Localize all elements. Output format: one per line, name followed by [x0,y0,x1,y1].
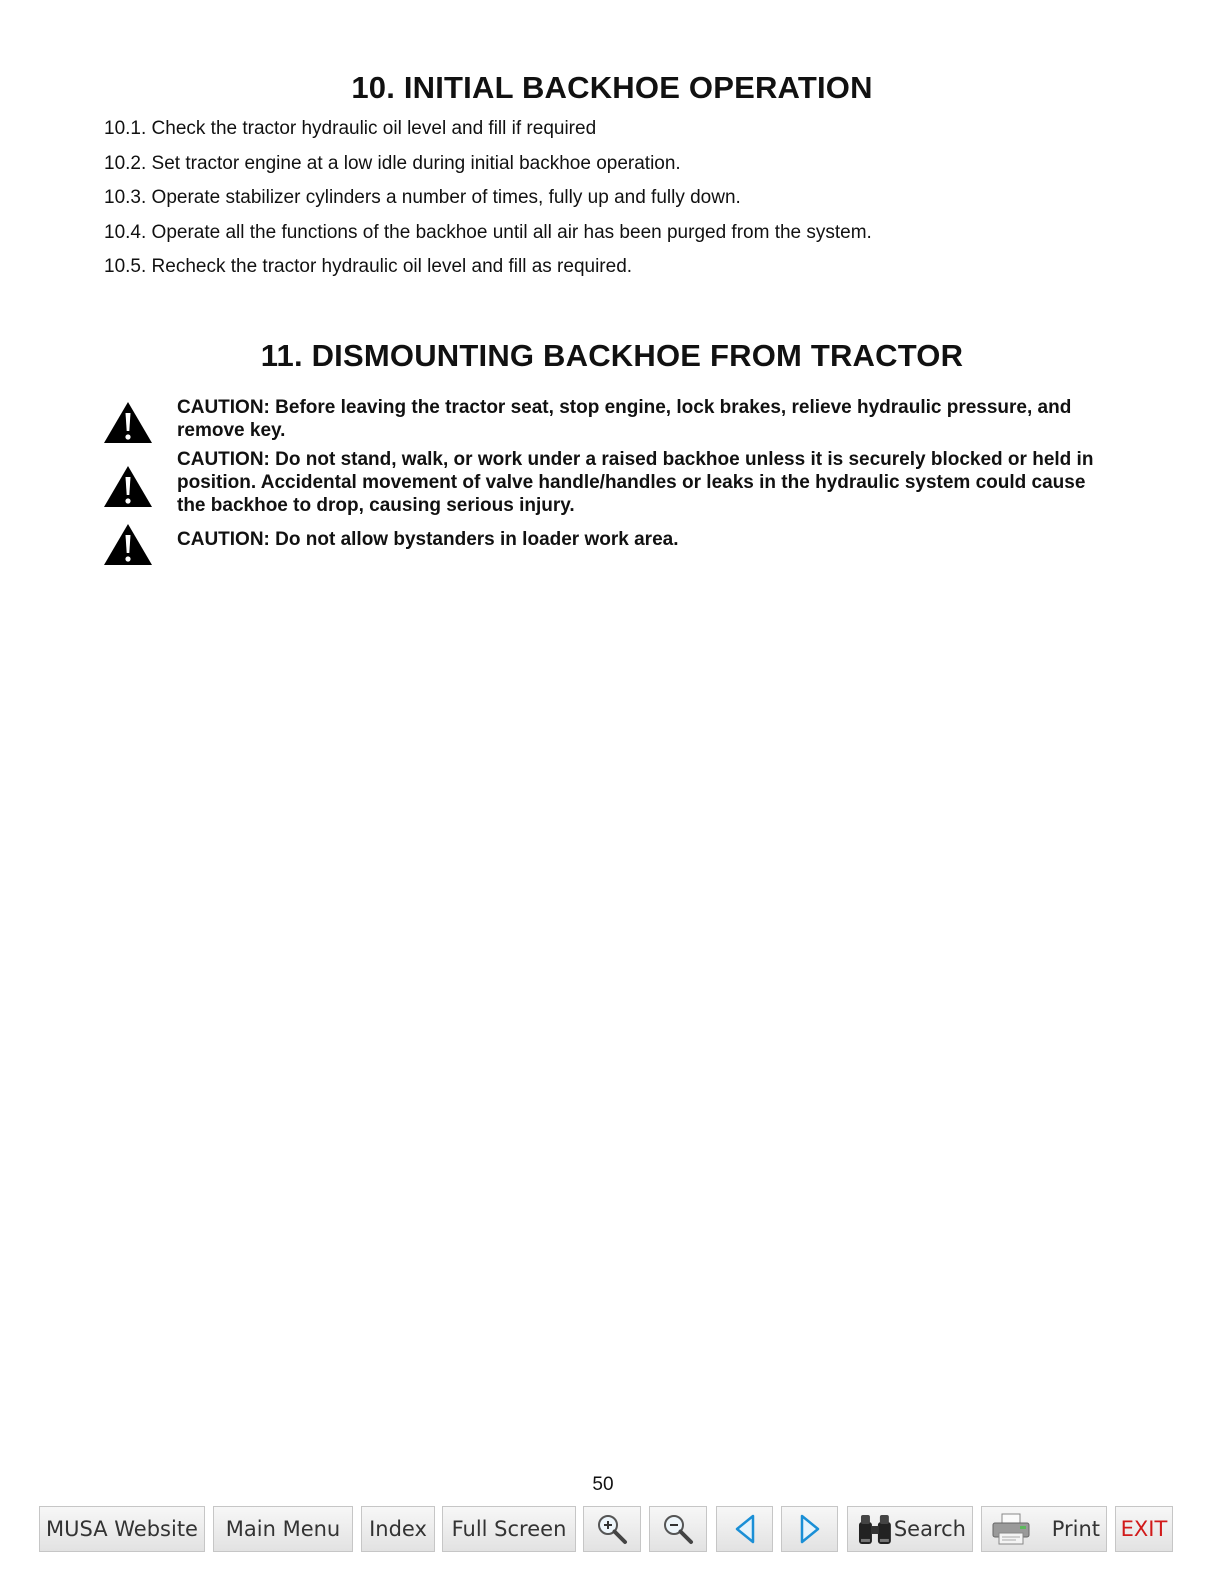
zoom-out-button[interactable] [649,1506,707,1552]
arrow-right-icon [797,1513,823,1545]
previous-page-button[interactable] [716,1506,773,1552]
binoculars-icon [856,1512,894,1546]
warning-icon [103,522,153,566]
caution-text: CAUTION: Do not stand, walk, or work under a raised backhoe unless it is securely blocked or held in position. Accidental movement of valve handle/handles or leaks in the hydraulic system could cause the backhoe to drop, causing serious injury. [177,449,1094,516]
search-button[interactable] [847,1506,973,1552]
section-10-title: 10. INITIAL BACKHOE OPERATION [351,70,873,105]
section-10-steps [104,118,872,291]
step-10-5: 10.5. Recheck the tractor hydraulic oil level and fill as required. [104,256,633,278]
caution-text: CAUTION: Do not allow bystanders in loader work area. [177,529,679,550]
index-button[interactable] [361,1506,435,1552]
search-label: Search [893,1517,966,1541]
warning-icon [103,400,153,444]
index-label: Index [369,1517,427,1541]
main-menu-label: Main Menu [225,1517,341,1541]
printer-icon [990,1512,1034,1546]
arrow-left-icon [732,1513,758,1545]
print-button[interactable] [981,1506,1107,1552]
full-screen-label: Full Screen [451,1517,567,1541]
exit-button[interactable] [1115,1506,1173,1552]
navigation-toolbar [39,1506,1179,1554]
zoom-out-icon [661,1512,695,1546]
full-screen-button[interactable] [442,1506,576,1552]
exit-label: EXIT [1120,1517,1168,1541]
step-10-2: 10.2. Set tractor engine at a low idle during initial backhoe operation. [104,152,681,174]
musa-website-label: MUSA Website [46,1517,198,1541]
section-11-title: 11. DISMOUNTING BACKHOE FROM TRACTOR [260,338,964,373]
print-label: Print [1051,1517,1100,1541]
caution-text: CAUTION: Before leaving the tractor seat, stop engine, lock brakes, relieve hydraulic pressure, and remove key. [177,397,1072,441]
step-10-4: 10.4. Operate all the functions of the backhoe until all air has been purged from the system. [104,221,872,243]
page-number: 50 [592,1474,614,1495]
warning-icon [103,464,153,508]
step-10-1: 10.1. Check the tractor hydraulic oil level and fill if required [104,118,597,139]
zoom-in-icon [595,1512,629,1546]
musa-website-button[interactable] [39,1506,205,1552]
next-page-button[interactable] [781,1506,838,1552]
step-10-3: 10.3. Operate stabilizer cylinders a number of times, fully up and fully down. [104,187,741,209]
main-menu-button[interactable] [213,1506,353,1552]
zoom-in-button[interactable] [583,1506,641,1552]
